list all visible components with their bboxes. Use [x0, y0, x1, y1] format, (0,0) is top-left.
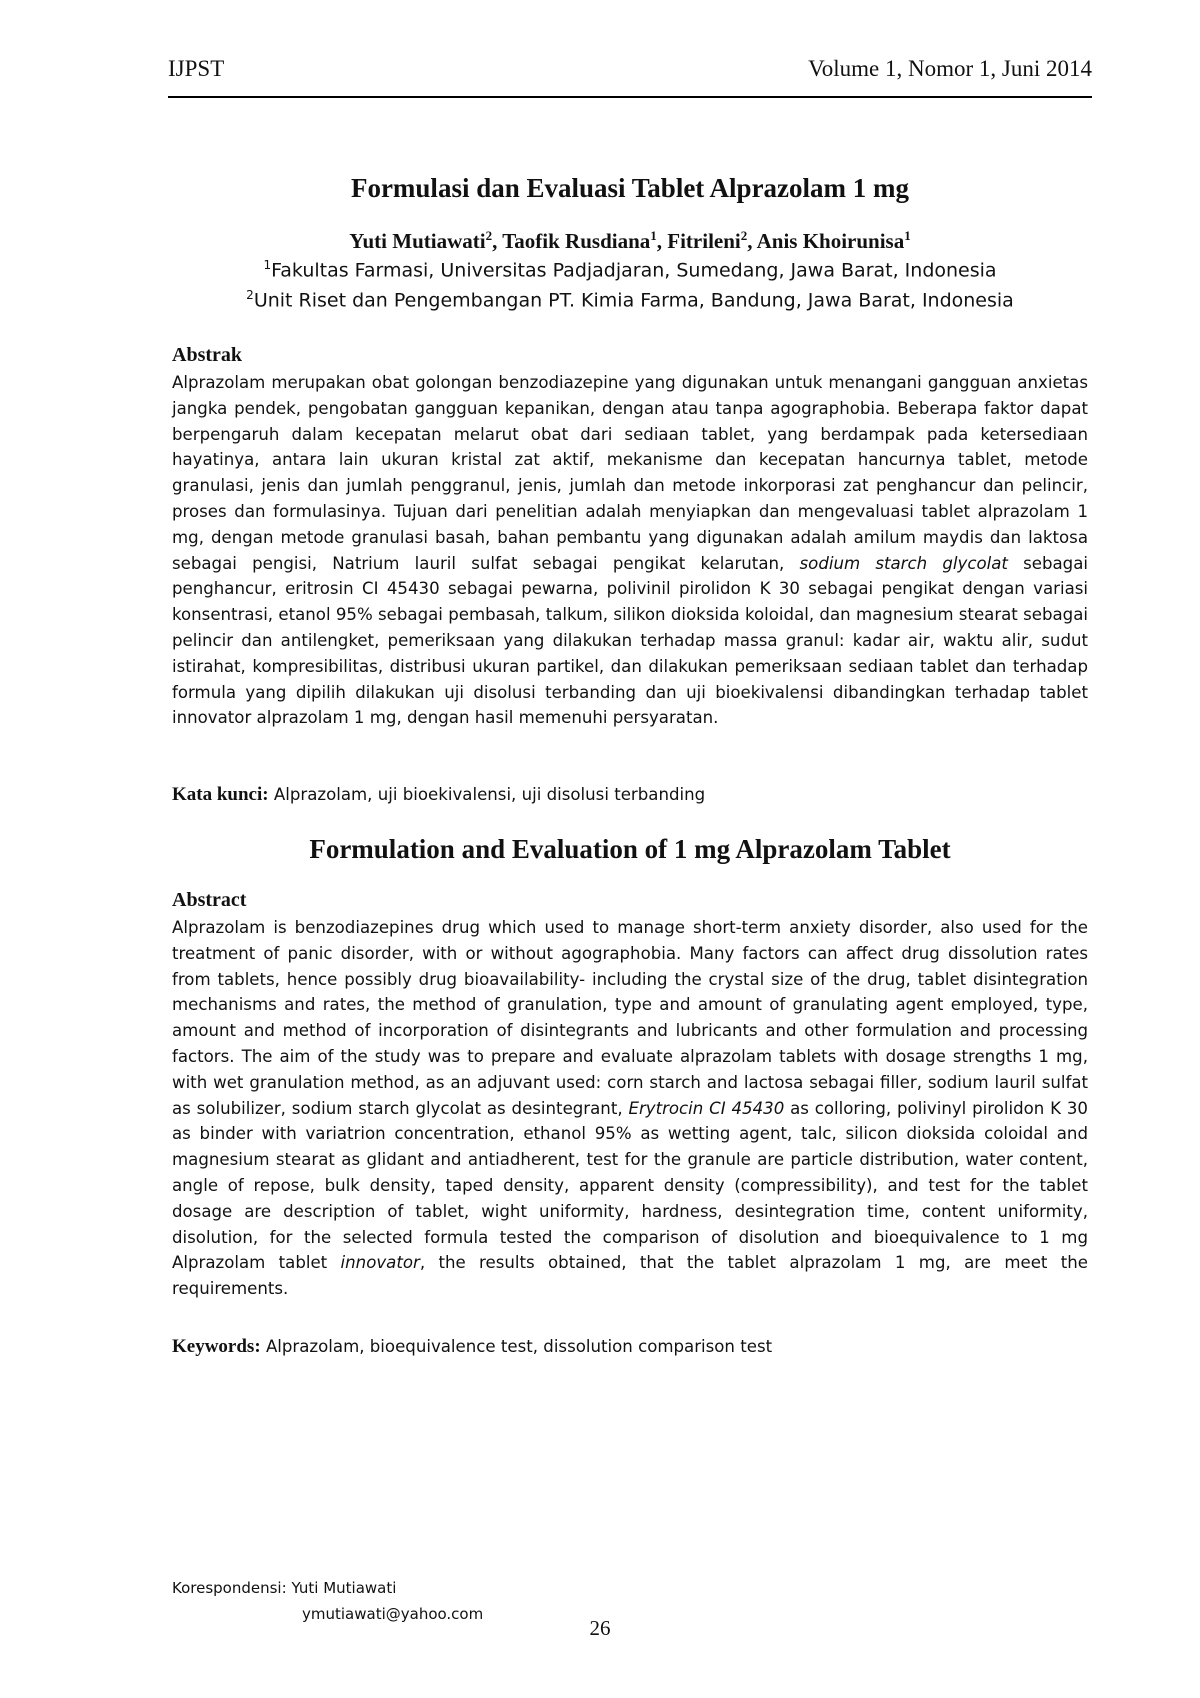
keywords-text: Alprazolam, bioequivalence test, dissolution comparison test: [265, 1337, 773, 1356]
page-number: 26: [589, 1616, 611, 1640]
author-name: Yuti Mutiawati: [349, 229, 486, 253]
title-indonesian: Formulasi dan Evaluasi Tablet Alprazolam 1 mg: [350, 173, 910, 203]
abstract-heading: Abstract: [172, 889, 247, 911]
affiliation-mark: 1: [263, 258, 272, 272]
abstrak-body: [172, 370, 1088, 731]
author-name: Taofik Rusdiana: [502, 229, 651, 253]
abstrak-italic-term: sodium starch glycolat: [799, 553, 1008, 573]
author-affiliation-mark: 1: [650, 228, 657, 243]
correspondence-label: Korespondensi:: [172, 1579, 287, 1597]
abstrak-text: sebagai penghancur, eritrosin CI 45430 sebagai pewarna, polivinil pirolidon K 30 sebagai pengikat dengan variasi konsentrasi, etanol 95% sebagai pembasah, talkum, silikon dioksida koloidal, dan magnesium stearat sebagai pelincir dan antilengket, pemeriksaan yang dilakukan terhadap massa granul: kadar air, waktu alir, sudut istirahat, kompresibilitas, distribusi ukuran partikel, dan dilakukan pemeriksaan sediaan tablet dan terhadap formula yang dipilih dilakukan uji disolusi terbanding dan uji bioekivalensi dibandingkan terhadap tablet innovator alprazolam 1 mg, dengan hasil memenuhi persyaratan.: [172, 553, 1088, 728]
journal-name: IJPST: [168, 56, 225, 81]
abstract-italic-term: innovator: [340, 1253, 420, 1273]
abstract-text: , the results obtained, that the tablet alprazolam 1 mg, are meet the requirements.: [172, 1253, 1089, 1299]
abstract-body: [172, 915, 1088, 1302]
affiliation-mark: 2: [246, 288, 254, 302]
kata-kunci: [172, 784, 705, 806]
affiliation-text: Fakultas Farmasi, Universitas Padjadjaran, Sumedang, Jawa Barat, Indonesia: [271, 259, 997, 282]
author-affiliation-mark: 2: [485, 228, 493, 243]
correspondence-email: ymutiawati@yahoo.com: [302, 1605, 484, 1623]
running-header: [168, 56, 1092, 90]
abstrak-heading: Abstrak: [172, 344, 243, 366]
kata-kunci-text: Alprazolam, uji bioekivalensi, uji disolusi terbanding: [273, 785, 706, 804]
abstract-text: as colloring, polivinyl pirolidon K 30 as binder with variatrion concentration, ethanol 95% as wetting agent, talc, silicon dioksida coloidal and magnesium stearat as glidant and antiadherent, test for the granule are particle distribution, water content, angle of repose, bulk density, taped density, apparent density (compressibility), and test for the tablet dosage are description of tablet, wight uniformity, hardness, desintegration time, content uniformity, disolution, for the selected formula tested the comparison of disolution and bioequivalence to 1 mg Alprazolam tablet: [172, 1098, 1088, 1273]
affiliation-text: Unit Riset dan Pengembangan PT. Kimia Farma, Bandung, Jawa Barat, Indonesia: [253, 289, 1014, 312]
affiliation-1: [168, 258, 1092, 281]
correspondence-name: Yuti Mutiawati: [291, 1579, 397, 1597]
author-name: Fitrileni: [667, 229, 741, 253]
abstract-italic-term: Erytrocin CI 45430: [628, 1098, 785, 1118]
author-affiliation-mark: 1: [904, 228, 911, 243]
author-name: Anis Khoirunisa: [756, 229, 905, 253]
volume-info: Volume 1, Nomor 1, Juni 2014: [808, 56, 1092, 81]
abstrak-text: Alprazolam merupakan obat golongan benzodiazepine yang digunakan untuk menangani gangguan anxietas jangka pendek, pengobatan gangguan kepanikan, dengan atau tanpa agographobia. Beberapa faktor dapat berpengaruh dalam kecepatan melarut obat dari sediaan tablet, yang berdampak pada ketersediaan hayatinya, antara lain ukuran kristal zat aktif, mekanisme dan kecepatan hancurnya tablet, metode granulasi, jenis dan jumlah penggranul, jenis, jumlah dan metode inkorporasi zat penghancur dan pelincir, proses dan formulasinya. Tujuan dari penelitian adalah menyiapkan dan mengevaluasi tablet alprazolam 1 mg, dengan metode granulasi basah, bahan pembantu yang digunakan adalah amilum maydis dan laktosa sebagai pengisi, Natrium lauril sulfat sebagai pengikat kelarutan,: [172, 373, 1088, 573]
abstract-text: Alprazolam is benzodiazepines drug which used to manage short-term anxiety disorder, also used for the treatment of panic disorder, with or without agographobia. Many factors can affect drug dissolution rates from tablets, hence possibly drug bioavailability- including the crystal size of the drug, tablet disintegration mechanisms and rates, the method of granulation, type and amount of granulating agent employed, type, amount and method of incorporation of disintegrants and lubricants and other formulation and processing factors. The aim of the study was to prepare and evaluate alprazolam tablets with dosage strengths 1 mg, with wet granulation method, as an adjuvant used: corn starch and lactosa sebagai filler, sodium lauril sulfat as solubilizer, sodium starch glycolat as desintegrant,: [172, 918, 1088, 1118]
author-affiliation-mark: 2: [740, 228, 748, 243]
header-rule: [168, 96, 1092, 98]
title-english: Formulation and Evaluation of 1 mg Alprazolam Tablet: [309, 834, 951, 864]
correspondence: [172, 1575, 483, 1627]
keywords: [172, 1336, 772, 1358]
author-list: Yuti Mutiawati$^2$, Taofik Rusdiana$^1$, Fitrileni$^2$, Anis Khoirunisa$^1$: [349, 228, 911, 253]
affiliation-2: [168, 288, 1092, 311]
keywords-label: Keywords:: [172, 1336, 261, 1357]
kata-kunci-label: Kata kunci:: [172, 784, 269, 805]
